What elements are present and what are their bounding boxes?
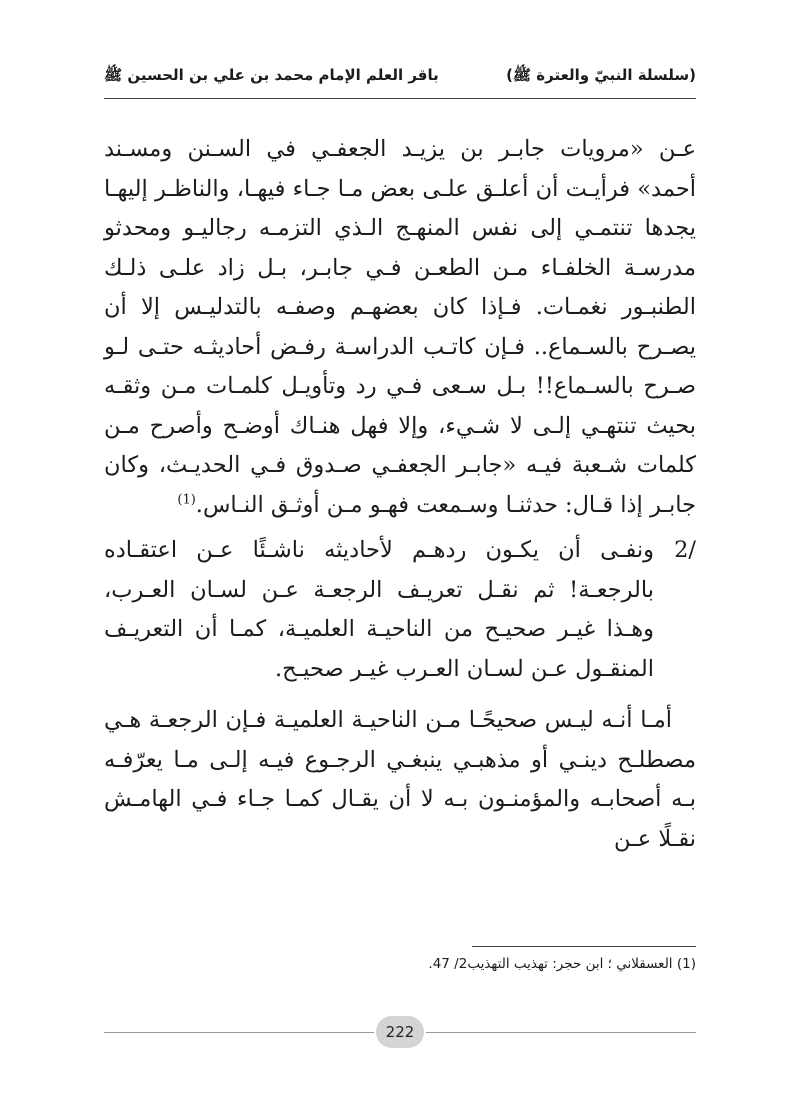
item-number: 2/ xyxy=(674,537,696,563)
running-header xyxy=(104,52,696,102)
item-text: ونفـى أن يكـون ردهـم لأحاديثه ناشـئًا عـن اعتقـاده بالرجعـة! ثم نقـل تعريـف الرجعـة عـن لسـان العـرب، وهـذا غيـر صحيـح من الناحيـة العلميـة، كمـا أن التعريـف المنقـول عـن لسـان العـرب غيـر صحيـح. xyxy=(104,537,654,682)
paragraph xyxy=(104,130,696,525)
footnote-reference[interactable]: (1) xyxy=(177,492,196,507)
header-divider xyxy=(104,98,696,99)
page-number: 222 xyxy=(376,1016,424,1048)
paragraph-text: عـن «مرويات جابـر بن يزيـد الجعفـي في السـنن ومسـند أحمد» فرأيـت أن أعلـق علـى بعض مـا جـاء فيهـا، والناظـر إليهـا يجدها تنتمـي إلى نفس المنهـج الـذي التزمـه رجاليـو ومحدثو مدرسـة الخلفـاء مـن الطعـن فـي جابـر، بـل زاد علـى ذلـك الطنبـور نغمـات. فـإذا كان بعضهـم وصفـه بالتدليـس إلا أن يصـرح بالسـماع.. فـإن كاتـب الدراسـة رفـض أحاديثـه حتـى لـو صـرح بالسـماع!! بـل سـعى فـي رد وتأويـل كلمـات مـن وثقـه بحيث تنتهـي إلـى لا شـيء، وإلا فهل هنـاك أوضـح وأصرح مـن كلمات شـعبة فيـه «جابـر الجعفـي صـدوق فـي الحديـث، وكان جابـر إذا قـال: حدثنـا وسـمعت فهـو مـن أوثـق النـاس. xyxy=(104,136,696,518)
footnote: (1) العسقلاني ؛ ابن حجر: تهذيب التهذيب2/ 47. xyxy=(428,956,696,972)
footnote-divider xyxy=(472,946,696,947)
book-title: باقر العلم الإمام محمد بن علي بن الحسين ﷺ xyxy=(104,66,439,84)
series-title: (سلسلة النبيّ والعترة ﷺ) xyxy=(506,66,696,84)
numbered-item xyxy=(104,531,696,689)
paragraph: أمـا أنـه ليـس صحيحًـا مـن الناحيـة العلميـة فـإن الرجعـة هـي مصطلـح دينـي أو مذهبـي ينبغـي الرجـوع فيـه إلـى مـا يعرّفـه بـه أصحابـه والمؤمنـون بـه لا أن يقـال كمـا جـاء فـي الهامـش نقـلًا عـن xyxy=(104,707,696,852)
main-text xyxy=(104,130,696,859)
footer-rule-left xyxy=(104,1032,374,1033)
footer-rule-right xyxy=(426,1032,696,1033)
